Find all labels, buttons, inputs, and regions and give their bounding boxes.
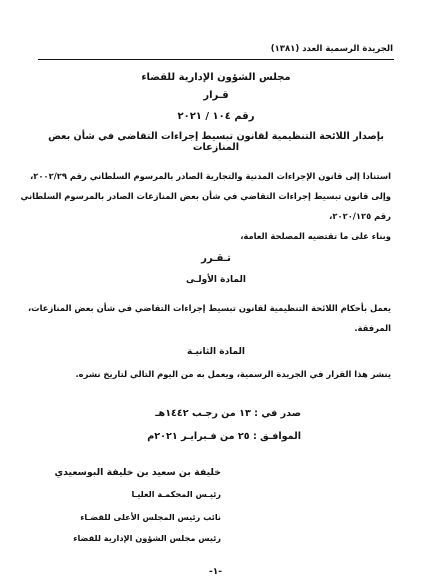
article-1-text: [27, 298, 391, 338]
header-divider: [38, 59, 394, 60]
preamble-line: وبناء على ما تقتضيه المصلحة العامة،: [240, 231, 391, 241]
preamble: [20, 166, 391, 246]
decision-subject: بإصدار اللائحة التنظيمية لقانون تبسيط إجراءات التقاضي في شأن بعض المنازعات: [48, 131, 384, 153]
signatory-title: رئيس مجلس الشؤون الإدارية للقضاء: [73, 533, 221, 543]
article-1-line: يعمل بأحكام اللائحة التنظيمية لقانون تبسيط إجراءات التقاضي في شأن بعض المنازعات،: [27, 303, 391, 313]
signatory-name: خليفة بن سعيد بن خليفة البوسعيدي: [54, 467, 221, 478]
preamble-line: استنادا إلى قانون الإجراءات المدنية والتجارية الصادر بالمرسوم السلطاني رقم ٢٠٠٢/٢٩،: [30, 171, 391, 181]
article-1-heading: المادة الأولـى: [186, 275, 246, 285]
preamble-line: وإلى قانون تبسيط إجراءات التقاضي في شأن بعض المنازعات الصادر بالمرسوم السلطاني: [20, 191, 391, 201]
issue-date-hijri: صدر في : ١٣ من رجـب ١٤٤٢هـ: [155, 408, 301, 419]
preamble-line: رقم ٢٠٢٠/١٢٥،: [329, 211, 391, 221]
signatory-title: رئيـس المحكمـة العليـا: [131, 489, 221, 499]
article-1-line: المرفقة.: [354, 323, 391, 333]
decision-title: قـرار: [203, 90, 229, 101]
article-2-heading: المادة الثانيـة: [186, 347, 246, 357]
signatory-title: نائب رئيس المجلس الأعلى للقضـاء: [80, 512, 221, 522]
decides-heading: تـقـرر: [201, 253, 231, 264]
issue-date-gregorian: الموافـق : ٢٥ من فـبرايـر ٢٠٢١م: [147, 431, 301, 442]
article-2-text: ينشر هذا القرار في الجريدة الرسمية، ويعمل به من اليوم التالي لتاريخ نشره.: [75, 369, 391, 379]
decision-number: رقم ١٠٤ / ٢٠٢١: [177, 111, 255, 122]
council-title: مجلس الشؤون الإدارية للقضاء: [141, 72, 291, 83]
gazette-header: الجريدة الرسمية العدد (١٣٨١): [270, 44, 393, 54]
page-number: -١-: [209, 567, 222, 577]
